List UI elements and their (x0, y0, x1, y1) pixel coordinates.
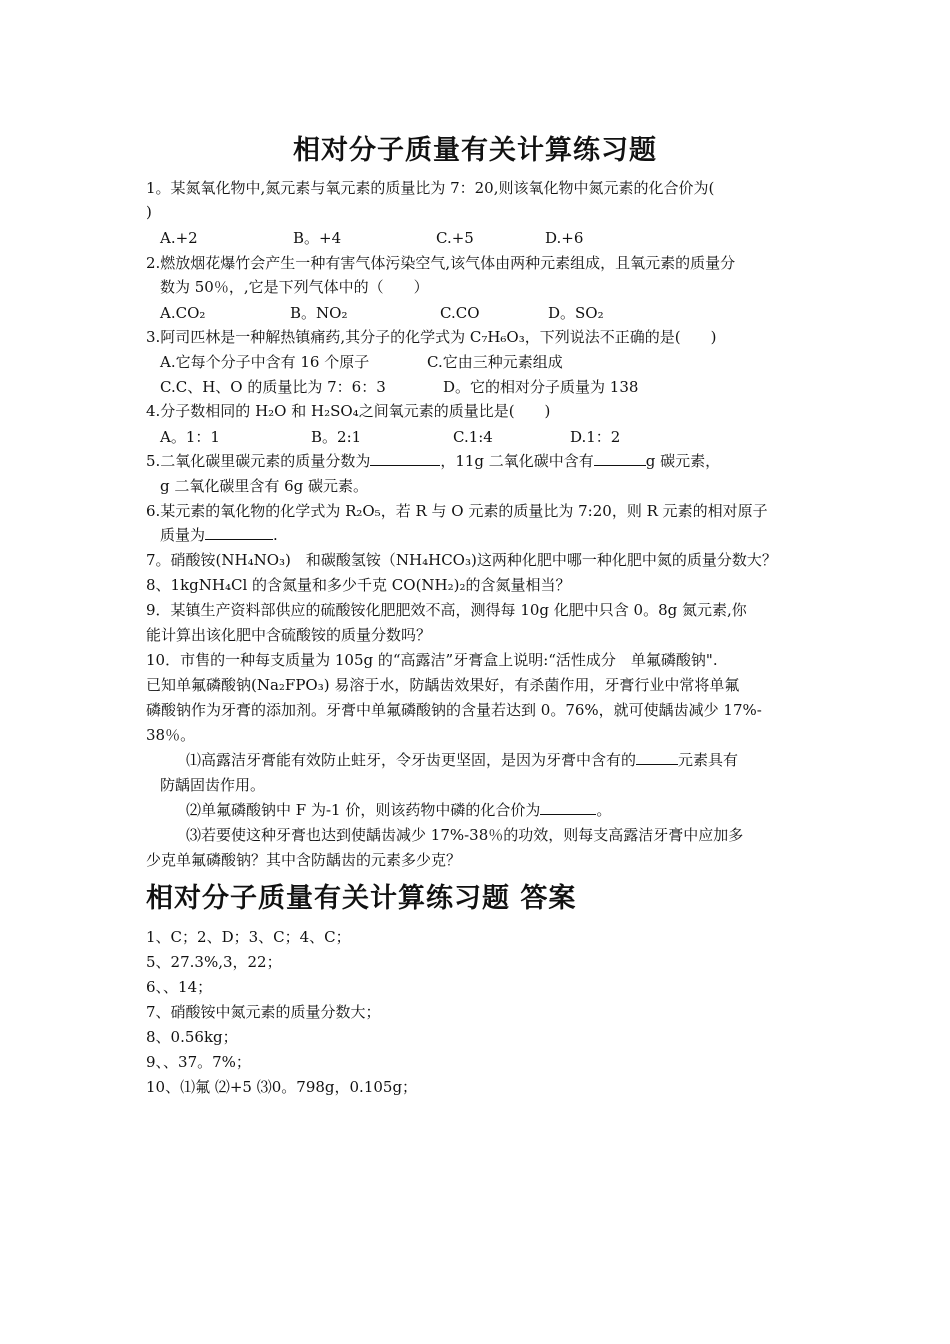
question-3-option-c: C.C、H、O 的质量比为 7：6：3 (160, 378, 386, 396)
question-5-blank-2[interactable] (594, 450, 646, 466)
question-4-option-d: D.1：2 (570, 428, 621, 446)
question-5-line-1 (146, 449, 720, 473)
question-9-line-2: 能计算出该化肥中含硫酸铵的质量分数吗？ (146, 626, 432, 644)
question-3-option-b: C.它由三种元素组成 (427, 353, 563, 371)
question-10-sub-2 (186, 798, 611, 822)
question-1-option-d: D.+6 (545, 229, 584, 247)
answer-line: 1、C；2、D；3、C；4、C； (146, 928, 351, 946)
answers-title: 相对分子质量有关计算练习题 答案 (146, 883, 577, 914)
question-3-option-a: A.它每个分子中含有 16 个原子 (160, 353, 370, 371)
question-7: 7。硝酸铵(NH₄NO₃) 和碳酸氢铵（NH₄HCO₃)这两种化肥中哪一种化肥中氮的质量分数大？ (146, 551, 777, 569)
question-6-line-2 (160, 523, 278, 547)
question-5-text-c: g 碳元素， (645, 452, 721, 470)
question-10-line-1: 10．市售的一种每支质量为 105g 的“高露洁”牙膏盒上说明:“活性成分 单氟磷酸钠". (146, 651, 718, 669)
question-1-option-b: B。+4 (293, 229, 342, 247)
page-title: 相对分子质量有关计算练习题 (293, 135, 657, 166)
question-4-option-a: A。1：1 (160, 428, 220, 446)
question-2-option-c: C.CO (440, 304, 480, 322)
question-10-line-3: 磷酸钠作为牙膏的添加剂。牙膏中单氟磷酸钠的含量若达到 0。76%，就可使龋齿减少 17%- (146, 701, 762, 719)
question-5-text-a: 5.二氧化碳里碳元素的质量分数为 (146, 452, 371, 470)
question-10-line-2: 已知单氟磷酸钠(Na₂FPO₃) 易溶于水，防龋齿效果好，有杀菌作用，牙膏行业中常将单氟 (146, 676, 740, 694)
question-10-sub-2-text-a: ⑵单氟磷酸钠中 F 为-1 价，则该药物中磷的化合价为 (186, 801, 541, 819)
question-10-sub-1-text-b: 元素具有 (678, 751, 739, 769)
question-3-line-1: 3.阿司匹林是一种解热镇痛药,其分子的化学式为 C₇H₆O₃，下列说法不正确的是( ) (146, 328, 717, 346)
question-4-option-b: B。2:1 (311, 428, 362, 446)
answer-line: 9、、37。7%； (146, 1053, 251, 1071)
question-10-sub-1-line-2: 防龋固齿作用。 (160, 776, 266, 794)
question-6-line-1: 6.某元素的氧化物的化学式为 R₂O₅，若 R 与 O 元素的质量比为 7:20，则 R 元素的相对原子 (146, 502, 768, 520)
question-10-sub-3-line-1: ⑶若要使这种牙膏也达到使龋齿减少 17%-38％的功效，则每支高露洁牙膏中应加多 (186, 826, 744, 844)
answer-line: 5、27.3%,3，22； (146, 953, 282, 971)
answer-line: 10、⑴氟 ⑵+5 ⑶0。798g，0.105g； (146, 1078, 418, 1096)
question-4-option-c: C.1:4 (453, 428, 493, 446)
question-10-sub-2-blank[interactable] (540, 799, 596, 815)
question-10-sub-1-text-a: ⑴高露洁牙膏能有效防止蛀牙，令牙齿更坚固，是因为牙膏中含有的 (186, 751, 637, 769)
question-10-sub-2-text-b: 。 (596, 801, 612, 819)
answer-line: 6、、14； (146, 978, 213, 996)
question-2-option-a: A.CO₂ (160, 304, 206, 322)
answer-line: 8、0.56kg； (146, 1028, 238, 1046)
question-10-line-4: 38％。 (146, 726, 196, 744)
question-5-text-b: ，11g 二氧化碳中含有 (440, 452, 594, 470)
question-9-line-1: 9．某镇生产资料部供应的硫酸铵化肥肥效不高，测得每 10g 化肥中只含 0。8g 氮元素,你 (146, 601, 747, 619)
question-6-blank[interactable] (205, 524, 273, 540)
question-10-sub-3-line-2: 少克单氟磷酸钠？其中含防龋齿的元素多少克？ (146, 851, 462, 869)
question-5-blank-1[interactable] (370, 450, 440, 466)
question-1-line-2: ) (146, 203, 152, 221)
question-10-sub-1-blank[interactable] (636, 749, 678, 765)
question-1-line-1: 1。某氮氧化物中,氮元素与氧元素的质量比为 7：20,则该氧化物中氮元素的化合价为( (146, 179, 715, 197)
question-6-text-a: 质量为 (160, 526, 206, 544)
question-1-option-c: C.+5 (436, 229, 474, 247)
question-2-line-1: 2.燃放烟花爆竹会产生一种有害气体污染空气,该气体由两种元素组成，且氧元素的质量分 (146, 254, 736, 272)
question-1-option-a: A.+2 (160, 229, 198, 247)
question-8: 8、1kgNH₄Cl 的含氮量和多少千克 CO(NH₂)₂的含氮量相当？ (146, 576, 571, 594)
question-3-option-d: D。它的相对分子质量为 138 (443, 378, 639, 396)
question-2-option-b: B。NO₂ (290, 304, 348, 322)
answer-line: 7、硝酸铵中氮元素的质量分数大； (146, 1003, 381, 1021)
question-2-option-d: D。SO₂ (548, 304, 604, 322)
question-4-line-1: 4.分子数相同的 H₂O 和 H₂SO₄之间氧元素的质量比是( ) (146, 402, 551, 420)
question-2-line-2: 数为 50％，,它是下列气体中的（ ） (160, 278, 429, 296)
question-10-sub-1-line-1 (186, 748, 738, 772)
question-5-line-2: g 二氧化碳里含有 6g 碳元素。 (160, 477, 369, 495)
question-6-text-b: . (273, 526, 278, 544)
